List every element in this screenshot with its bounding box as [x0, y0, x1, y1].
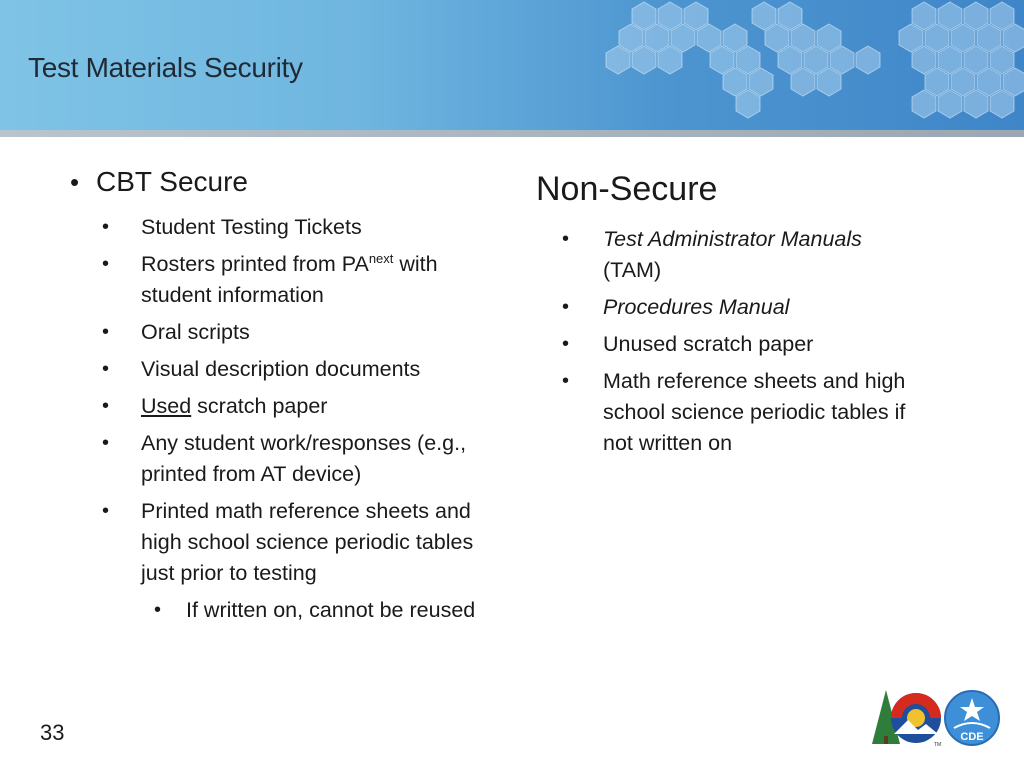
list-item: • Math reference sheets and high school science periodic tables if not written on — [536, 366, 916, 459]
list-item: • Printed math reference sheets and high school science periodic tables just prior to testing — [70, 496, 510, 589]
page-number: 33 — [40, 720, 65, 745]
logo-text: CDE — [960, 731, 984, 743]
non-secure-column — [536, 168, 916, 465]
header-banner — [0, 0, 1024, 130]
hexagon-pattern — [604, 0, 1024, 130]
cde-logo — [868, 688, 1002, 748]
superscript-next: next — [368, 251, 394, 266]
secure-heading: • CBT Secure — [70, 160, 510, 204]
svg-text:TM: TM — [934, 742, 942, 748]
secure-list — [70, 212, 510, 626]
list-item: • Rosters printed from $PA^{next}$ with student information — [70, 249, 510, 311]
list-item: • Unused scratch paper — [536, 329, 916, 360]
non-secure-heading: Non-Secure — [536, 170, 718, 208]
list-item: • Visual description documents — [70, 354, 510, 385]
list-item: • Used scratch paper — [70, 391, 510, 422]
sub-list-item: • If written on, cannot be reused — [70, 595, 510, 626]
header-divider — [0, 130, 1024, 137]
list-item: • Test Administrator Manuals (TAM) — [536, 224, 916, 286]
list-item: • Student Testing Tickets — [70, 212, 510, 243]
list-item: • Oral scripts — [70, 317, 510, 348]
secure-column — [70, 160, 510, 632]
underlined-word: Used — [141, 394, 192, 418]
non-secure-list — [536, 224, 916, 459]
slide-title: Test Materials Security — [28, 52, 303, 83]
list-item: • Any student work/responses (e.g., printed from AT device) — [70, 428, 510, 490]
list-item: • Procedures Manual — [536, 292, 916, 323]
